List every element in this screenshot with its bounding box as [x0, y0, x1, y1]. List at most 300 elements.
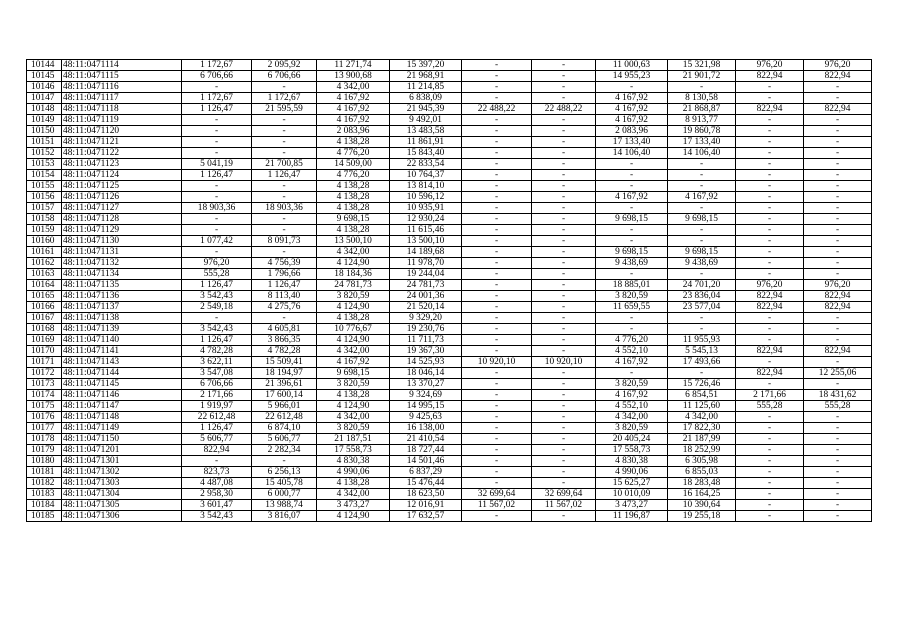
table-row [27, 225, 872, 236]
value-4-cell: 17 632,57 [390, 511, 462, 522]
cadastral-number-cell: 48:11:0471122 [62, 148, 182, 159]
value-1-cell: 555,28 [182, 269, 252, 280]
row-number-cell: 10160 [27, 236, 62, 247]
value-5-cell: - [462, 379, 532, 390]
row-number-cell: 10162 [27, 258, 62, 269]
cadastral-number-cell: 48:11:0471132 [62, 258, 182, 269]
value-9-cell: - [736, 478, 804, 489]
value-1-cell: 3 601,47 [182, 500, 252, 511]
value-5-cell: 22 488,22 [462, 104, 532, 115]
value-4-cell: 19 230,76 [390, 324, 462, 335]
value-6-cell: - [532, 247, 596, 258]
value-1-cell: - [182, 225, 252, 236]
value-9-cell: - [736, 379, 804, 390]
value-6-cell: - [532, 280, 596, 291]
value-5-cell: - [462, 412, 532, 423]
table-row [27, 93, 872, 104]
row-number-cell: 10158 [27, 214, 62, 225]
value-8-cell: 4 167,92 [668, 192, 736, 203]
value-8-cell: 17 822,30 [668, 423, 736, 434]
table-row [27, 60, 872, 71]
value-2-cell: - [252, 214, 317, 225]
value-4-cell: 13 500,10 [390, 236, 462, 247]
value-6-cell: - [532, 181, 596, 192]
value-2-cell: 6 256,13 [252, 467, 317, 478]
value-1-cell: 3 542,43 [182, 291, 252, 302]
value-8-cell: - [668, 236, 736, 247]
value-2-cell: 21 396,61 [252, 379, 317, 390]
value-8-cell: 21 868,87 [668, 104, 736, 115]
value-7-cell: 4 167,92 [596, 115, 668, 126]
row-number-cell: 10178 [27, 434, 62, 445]
value-9-cell: 822,94 [736, 104, 804, 115]
cadastral-number-cell: 48:11:0471126 [62, 192, 182, 203]
value-10-cell: - [804, 93, 872, 104]
value-9-cell: - [736, 335, 804, 346]
value-6-cell: - [532, 82, 596, 93]
value-4-cell: 19 244,04 [390, 269, 462, 280]
value-6-cell: - [532, 137, 596, 148]
table-row [27, 148, 872, 159]
value-10-cell: - [804, 214, 872, 225]
value-8-cell: 11 955,93 [668, 335, 736, 346]
value-4-cell: 13 483,58 [390, 126, 462, 137]
value-2-cell: 18 194,97 [252, 368, 317, 379]
value-5-cell: 11 567,02 [462, 500, 532, 511]
cadastral-number-cell: 48:11:0471305 [62, 500, 182, 511]
value-2-cell: 4 782,28 [252, 346, 317, 357]
value-4-cell: 16 138,00 [390, 423, 462, 434]
value-3-cell: 4 138,28 [317, 192, 390, 203]
table-row [27, 71, 872, 82]
value-6-cell: - [532, 93, 596, 104]
value-8-cell: 5 545,13 [668, 346, 736, 357]
value-3-cell: 4 138,28 [317, 181, 390, 192]
value-3-cell: 4 342,00 [317, 247, 390, 258]
value-9-cell: - [736, 324, 804, 335]
value-9-cell: - [736, 269, 804, 280]
value-4-cell: 21 410,54 [390, 434, 462, 445]
row-number-cell: 10183 [27, 489, 62, 500]
value-3-cell: 10 776,67 [317, 324, 390, 335]
value-6-cell: - [532, 368, 596, 379]
cadastral-number-cell: 48:11:0471301 [62, 456, 182, 467]
value-1-cell: 1 126,47 [182, 335, 252, 346]
cadastral-value-table [26, 59, 872, 522]
value-2-cell: - [252, 192, 317, 203]
value-6-cell: - [532, 236, 596, 247]
row-number-cell: 10174 [27, 390, 62, 401]
value-7-cell: 4 167,92 [596, 390, 668, 401]
value-4-cell: 14 189,68 [390, 247, 462, 258]
value-7-cell: 4 990,06 [596, 467, 668, 478]
value-2-cell: - [252, 148, 317, 159]
value-4-cell: 21 968,91 [390, 71, 462, 82]
value-10-cell: - [804, 412, 872, 423]
value-6-cell: - [532, 192, 596, 203]
row-number-cell: 10163 [27, 269, 62, 280]
value-2-cell: - [252, 181, 317, 192]
value-1-cell: 1 126,47 [182, 170, 252, 181]
row-number-cell: 10146 [27, 82, 62, 93]
row-number-cell: 10185 [27, 511, 62, 522]
value-10-cell: 822,94 [804, 302, 872, 313]
value-5-cell: - [462, 203, 532, 214]
value-6-cell: - [532, 412, 596, 423]
cadastral-number-cell: 48:11:0471125 [62, 181, 182, 192]
value-2-cell: - [252, 115, 317, 126]
value-3-cell: 18 184,36 [317, 269, 390, 280]
value-5-cell: - [462, 115, 532, 126]
cadastral-number-cell: 48:11:0471150 [62, 434, 182, 445]
value-7-cell: 4 552,10 [596, 346, 668, 357]
value-4-cell: 15 843,40 [390, 148, 462, 159]
value-8-cell: 15 321,98 [668, 60, 736, 71]
value-7-cell: - [596, 82, 668, 93]
cadastral-number-cell: 48:11:0471138 [62, 313, 182, 324]
value-5-cell: 32 699,64 [462, 489, 532, 500]
table-row [27, 324, 872, 335]
value-7-cell: 11 000,63 [596, 60, 668, 71]
value-5-cell: - [462, 280, 532, 291]
value-7-cell: 14 106,40 [596, 148, 668, 159]
value-4-cell: 6 838,09 [390, 93, 462, 104]
value-10-cell: - [804, 115, 872, 126]
cadastral-number-cell: 48:11:0471130 [62, 236, 182, 247]
value-5-cell: - [462, 346, 532, 357]
cadastral-number-cell: 48:11:0471131 [62, 247, 182, 258]
value-8-cell: - [668, 225, 736, 236]
value-10-cell: - [804, 478, 872, 489]
value-4-cell: 15 476,44 [390, 478, 462, 489]
value-1-cell: 6 706,66 [182, 379, 252, 390]
value-8-cell: 6 305,98 [668, 456, 736, 467]
value-9-cell: 976,20 [736, 280, 804, 291]
value-7-cell: 3 820,59 [596, 379, 668, 390]
value-8-cell: 18 283,48 [668, 478, 736, 489]
value-8-cell: 9 698,15 [668, 247, 736, 258]
value-4-cell: 18 046,14 [390, 368, 462, 379]
value-5-cell: - [462, 324, 532, 335]
value-7-cell: 9 698,15 [596, 247, 668, 258]
value-5-cell: - [462, 313, 532, 324]
row-number-cell: 10181 [27, 467, 62, 478]
table-row [27, 357, 872, 368]
value-9-cell: 976,20 [736, 60, 804, 71]
cadastral-number-cell: 48:11:0471116 [62, 82, 182, 93]
value-3-cell: 4 124,90 [317, 511, 390, 522]
value-3-cell: 4 342,00 [317, 489, 390, 500]
value-1-cell: 1 126,47 [182, 280, 252, 291]
cadastral-number-cell: 48:11:0471129 [62, 225, 182, 236]
value-5-cell: - [462, 93, 532, 104]
value-3-cell: 4 124,90 [317, 335, 390, 346]
cadastral-number-cell: 48:11:0471140 [62, 335, 182, 346]
value-10-cell: 822,94 [804, 346, 872, 357]
value-9-cell: 822,94 [736, 71, 804, 82]
value-8-cell: 19 255,18 [668, 511, 736, 522]
value-3-cell: 4 138,28 [317, 203, 390, 214]
value-10-cell: - [804, 467, 872, 478]
value-3-cell: 4 776,20 [317, 148, 390, 159]
value-3-cell: 4 342,00 [317, 82, 390, 93]
table-row [27, 335, 872, 346]
value-10-cell: 822,94 [804, 104, 872, 115]
cadastral-number-cell: 48:11:0471128 [62, 214, 182, 225]
value-3-cell: 4 124,90 [317, 302, 390, 313]
value-3-cell: 13 500,10 [317, 236, 390, 247]
value-3-cell: 9 698,15 [317, 214, 390, 225]
value-4-cell: 21 945,39 [390, 104, 462, 115]
value-1-cell: 4 782,28 [182, 346, 252, 357]
value-2-cell: 8 113,40 [252, 291, 317, 302]
value-2-cell: 21 595,59 [252, 104, 317, 115]
value-6-cell: - [532, 390, 596, 401]
value-6-cell: - [532, 302, 596, 313]
value-4-cell: 13 814,10 [390, 181, 462, 192]
value-2-cell: 4 275,76 [252, 302, 317, 313]
value-8-cell: 21 187,99 [668, 434, 736, 445]
value-9-cell: - [736, 93, 804, 104]
value-4-cell: 11 615,46 [390, 225, 462, 236]
value-5-cell: - [462, 225, 532, 236]
value-3-cell: 4 138,28 [317, 137, 390, 148]
value-1-cell: - [182, 82, 252, 93]
value-4-cell: 14 501,46 [390, 456, 462, 467]
table-row [27, 82, 872, 93]
value-5-cell: - [462, 478, 532, 489]
value-1-cell: - [182, 148, 252, 159]
value-5-cell: - [462, 214, 532, 225]
table-row [27, 346, 872, 357]
value-4-cell: 12 930,24 [390, 214, 462, 225]
value-3-cell: 4 830,38 [317, 456, 390, 467]
value-7-cell: 4 552,10 [596, 401, 668, 412]
value-9-cell: - [736, 500, 804, 511]
value-4-cell: 11 861,91 [390, 137, 462, 148]
value-8-cell: - [668, 313, 736, 324]
value-1-cell: 3 542,43 [182, 324, 252, 335]
value-2-cell: - [252, 225, 317, 236]
row-number-cell: 10150 [27, 126, 62, 137]
table-row [27, 170, 872, 181]
value-3-cell: 21 187,51 [317, 434, 390, 445]
cadastral-number-cell: 48:11:0471201 [62, 445, 182, 456]
value-7-cell: 14 955,23 [596, 71, 668, 82]
value-10-cell: 976,20 [804, 60, 872, 71]
value-8-cell: - [668, 82, 736, 93]
value-5-cell: - [462, 302, 532, 313]
value-6-cell: - [532, 170, 596, 181]
value-5-cell: - [462, 82, 532, 93]
value-9-cell: - [736, 148, 804, 159]
cadastral-number-cell: 48:11:0471118 [62, 104, 182, 115]
value-7-cell: 4 342,00 [596, 412, 668, 423]
value-4-cell: 10 764,37 [390, 170, 462, 181]
value-1-cell: - [182, 137, 252, 148]
value-3-cell: 4 167,92 [317, 104, 390, 115]
value-10-cell: 18 431,62 [804, 390, 872, 401]
value-10-cell: - [804, 159, 872, 170]
value-5-cell: - [462, 368, 532, 379]
value-2-cell: 17 600,14 [252, 390, 317, 401]
value-3-cell: 3 820,59 [317, 379, 390, 390]
value-3-cell: 24 781,73 [317, 280, 390, 291]
table-row [27, 412, 872, 423]
value-10-cell: - [804, 500, 872, 511]
value-7-cell: - [596, 324, 668, 335]
value-2-cell: 18 903,36 [252, 203, 317, 214]
value-2-cell: - [252, 82, 317, 93]
value-9-cell: - [736, 203, 804, 214]
value-4-cell: 11 978,70 [390, 258, 462, 269]
value-7-cell: 10 010,09 [596, 489, 668, 500]
value-10-cell: - [804, 335, 872, 346]
value-10-cell: - [804, 357, 872, 368]
value-4-cell: 11 214,85 [390, 82, 462, 93]
value-10-cell: - [804, 192, 872, 203]
value-3-cell: 4 138,28 [317, 390, 390, 401]
row-number-cell: 10167 [27, 313, 62, 324]
value-9-cell: - [736, 489, 804, 500]
value-1-cell: 3 622,11 [182, 357, 252, 368]
value-1-cell: 5 041,19 [182, 159, 252, 170]
cadastral-number-cell: 48:11:0471303 [62, 478, 182, 489]
value-7-cell: - [596, 225, 668, 236]
value-5-cell: - [462, 401, 532, 412]
value-2-cell: 2 095,92 [252, 60, 317, 71]
value-8-cell: 16 164,25 [668, 489, 736, 500]
row-number-cell: 10153 [27, 159, 62, 170]
value-10-cell: - [804, 170, 872, 181]
value-2-cell: 6 874,10 [252, 423, 317, 434]
row-number-cell: 10168 [27, 324, 62, 335]
value-2-cell: - [252, 137, 317, 148]
value-6-cell: - [532, 313, 596, 324]
value-2-cell: 15 405,78 [252, 478, 317, 489]
value-9-cell: - [736, 192, 804, 203]
cadastral-number-cell: 48:11:0471117 [62, 93, 182, 104]
value-4-cell: 9 324,69 [390, 390, 462, 401]
row-number-cell: 10151 [27, 137, 62, 148]
value-10-cell: - [804, 423, 872, 434]
value-8-cell: 10 390,64 [668, 500, 736, 511]
value-4-cell: 22 833,54 [390, 159, 462, 170]
value-7-cell: 4 167,92 [596, 192, 668, 203]
value-2-cell: 15 509,41 [252, 357, 317, 368]
value-5-cell: - [462, 269, 532, 280]
value-9-cell: - [736, 247, 804, 258]
value-1-cell: 1 172,67 [182, 60, 252, 71]
value-6-cell: - [532, 258, 596, 269]
value-8-cell: 4 342,00 [668, 412, 736, 423]
value-1-cell: - [182, 456, 252, 467]
value-3-cell: 3 820,59 [317, 423, 390, 434]
value-2-cell: 3 866,35 [252, 335, 317, 346]
table-row [27, 137, 872, 148]
table-body [27, 60, 872, 522]
value-1-cell: 1 126,47 [182, 423, 252, 434]
row-number-cell: 10169 [27, 335, 62, 346]
value-9-cell: - [736, 137, 804, 148]
table-row [27, 181, 872, 192]
value-5-cell: 10 920,10 [462, 357, 532, 368]
value-8-cell: 17 493,66 [668, 357, 736, 368]
value-9-cell: - [736, 181, 804, 192]
value-10-cell: 822,94 [804, 71, 872, 82]
table-row [27, 511, 872, 522]
value-7-cell: - [596, 368, 668, 379]
value-7-cell: 9 438,69 [596, 258, 668, 269]
value-4-cell: 24 781,73 [390, 280, 462, 291]
value-1-cell: 2 958,30 [182, 489, 252, 500]
value-2-cell: 22 612,48 [252, 412, 317, 423]
value-6-cell: - [532, 379, 596, 390]
value-10-cell: - [804, 445, 872, 456]
value-10-cell: - [804, 511, 872, 522]
value-8-cell: 11 125,60 [668, 401, 736, 412]
value-3-cell: 4 776,20 [317, 170, 390, 181]
value-9-cell: 822,94 [736, 302, 804, 313]
value-3-cell: 13 900,68 [317, 71, 390, 82]
value-7-cell: - [596, 181, 668, 192]
value-7-cell: - [596, 313, 668, 324]
value-5-cell: - [462, 291, 532, 302]
row-number-cell: 10156 [27, 192, 62, 203]
row-number-cell: 10176 [27, 412, 62, 423]
value-10-cell: 12 255,06 [804, 368, 872, 379]
cadastral-number-cell: 48:11:0471148 [62, 412, 182, 423]
row-number-cell: 10177 [27, 423, 62, 434]
value-3-cell: 4 124,90 [317, 258, 390, 269]
row-number-cell: 10165 [27, 291, 62, 302]
row-number-cell: 10155 [27, 181, 62, 192]
value-1-cell: - [182, 115, 252, 126]
value-8-cell: 17 133,40 [668, 137, 736, 148]
value-4-cell: 9 425,63 [390, 412, 462, 423]
value-4-cell: 10 596,12 [390, 192, 462, 203]
table-row [27, 291, 872, 302]
value-9-cell: - [736, 467, 804, 478]
value-6-cell: - [532, 115, 596, 126]
value-5-cell: - [462, 423, 532, 434]
table-row [27, 401, 872, 412]
value-2-cell: 1 126,47 [252, 280, 317, 291]
value-7-cell: 20 405,24 [596, 434, 668, 445]
value-3-cell: 4 990,06 [317, 467, 390, 478]
row-number-cell: 10147 [27, 93, 62, 104]
value-5-cell: - [462, 434, 532, 445]
value-2-cell: - [252, 247, 317, 258]
value-1-cell: 2 171,66 [182, 390, 252, 401]
value-5-cell: - [462, 159, 532, 170]
value-4-cell: 14 525,93 [390, 357, 462, 368]
row-number-cell: 10159 [27, 225, 62, 236]
table-row [27, 379, 872, 390]
value-6-cell: - [532, 335, 596, 346]
value-7-cell: - [596, 203, 668, 214]
value-1-cell: 1 126,47 [182, 104, 252, 115]
table-row [27, 500, 872, 511]
value-5-cell: - [462, 247, 532, 258]
value-9-cell: - [736, 357, 804, 368]
cadastral-number-cell: 48:11:0471144 [62, 368, 182, 379]
value-1-cell: - [182, 247, 252, 258]
table-row [27, 456, 872, 467]
value-5-cell: - [462, 258, 532, 269]
table-row [27, 269, 872, 280]
cadastral-number-cell: 48:11:0471121 [62, 137, 182, 148]
